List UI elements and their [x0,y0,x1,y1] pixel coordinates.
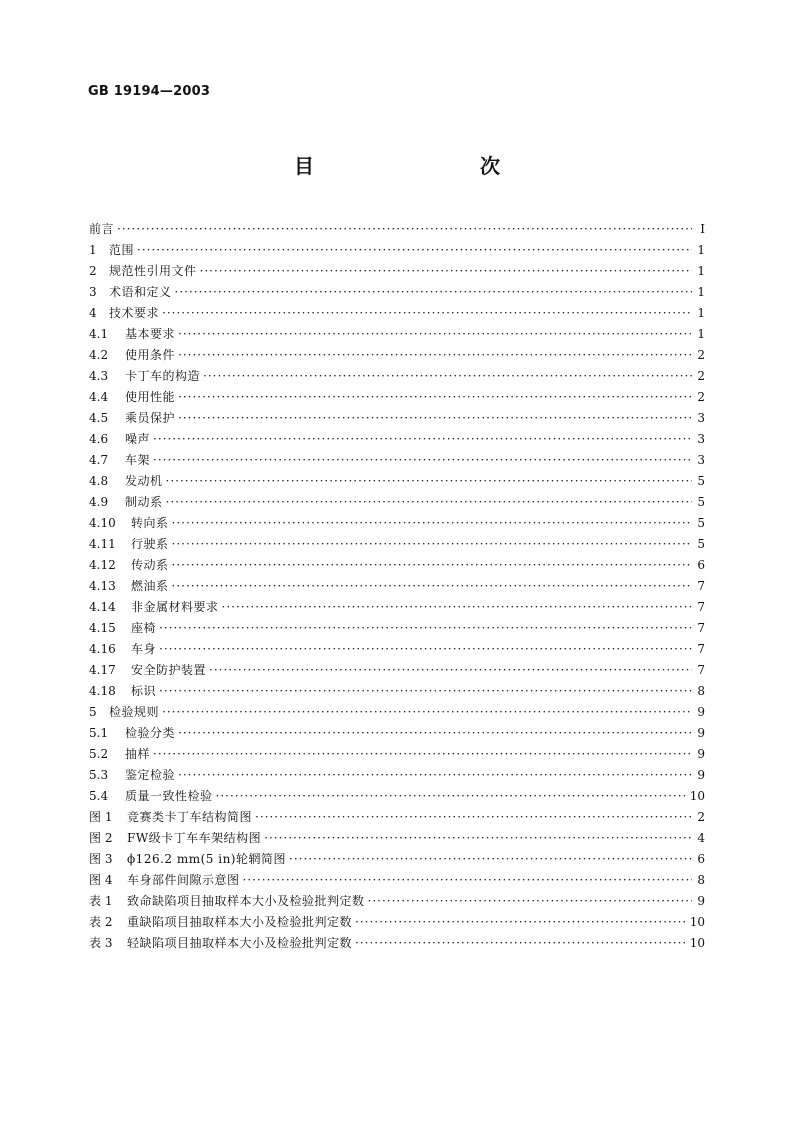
toc-entry-title: 燃油系 [131,579,169,593]
toc-entry[interactable] [89,429,705,450]
toc-entry[interactable] [89,744,705,765]
toc-entry[interactable] [89,807,705,828]
toc-entry[interactable] [89,597,705,618]
toc-leader-dots [172,555,692,576]
toc-entry[interactable] [89,513,705,534]
toc-entry[interactable] [89,492,705,513]
toc-entry-number: 表 2 [89,915,113,929]
toc-entry-page: 9 [697,705,705,719]
toc-entry-page: 5 [697,537,705,551]
toc-entry-page: 1 [697,306,705,320]
toc-entry-title: 噪声 [125,432,151,446]
toc-entry[interactable] [89,639,705,660]
toc-entry-number: 4.16 [89,642,116,656]
toc-entry-page: 8 [697,684,705,698]
toc-entry-page: 9 [697,894,705,908]
toc-entry[interactable] [89,849,705,870]
toc-entry-page: 2 [697,369,705,383]
toc-entry-number: 图 2 [89,831,113,845]
toc-entry-title: 致命缺陷项目抽取样本大小及检验批判定数 [127,894,365,908]
toc-leader-dots [153,429,692,450]
toc-entry-number: 表 1 [89,894,113,908]
toc-entry-title: 使用性能 [125,390,176,404]
toc-leader-dots [159,681,692,702]
toc-entry-number: 4.9 [89,495,109,509]
toc-entry-number: 4.18 [89,684,116,698]
toc-leader-dots [355,912,687,933]
toc-leader-dots [175,282,692,303]
toc-entry[interactable] [89,723,705,744]
toc-leader-dots [159,639,692,660]
toc-entry-page: 2 [697,810,705,824]
toc-entry-page: 6 [697,558,705,572]
toc-entry-title: FW级卡丁车车架结构图 [127,831,262,845]
toc-entry-page: 10 [689,789,705,803]
toc-entry-title: 卡丁车的构造 [125,369,201,383]
toc-leader-dots [162,702,692,723]
toc-entry-page: 9 [697,747,705,761]
toc-entry-page: 6 [697,852,705,866]
toc-leader-dots [289,849,692,870]
toc-entry-number: 4.5 [89,411,109,425]
toc-leader-dots [264,828,692,849]
toc-entry[interactable] [89,471,705,492]
toc-leader-dots [178,387,692,408]
toc-entry[interactable] [89,366,705,387]
toc-entry-number: 5 [89,705,97,719]
toc-entry-number: 5.1 [89,726,109,740]
toc-leader-dots [172,576,692,597]
toc-leader-dots [178,324,692,345]
toc-entry-number: 图 4 [89,873,113,887]
toc-entry-title: 基本要求 [125,327,176,341]
toc-leader-dots [209,660,692,681]
toc-leader-dots [117,219,692,240]
toc-entry[interactable] [89,534,705,555]
toc-entry-page: 5 [697,495,705,509]
toc-entry-number: 4 [89,306,97,320]
toc-entry-title: 传动系 [131,558,169,572]
toc-leader-dots [255,807,692,828]
toc-entry-title: 乘员保护 [125,411,176,425]
toc-entry-page: 7 [697,621,705,635]
toc-entry-page: 3 [697,453,705,467]
toc-entry-title: 安全防护装置 [131,663,207,677]
toc-entry-page: I [700,222,705,236]
toc-entry-number: 1 [89,243,97,257]
toc-entry[interactable] [89,870,705,891]
toc-entry-title: 鉴定检验 [125,768,176,782]
toc-entry-page: 7 [697,663,705,677]
toc-leader-dots [243,870,692,891]
toc-leader-dots [159,618,692,639]
toc-entry[interactable] [89,240,705,261]
toc-entry-page: 1 [697,264,705,278]
toc-entry-title: 制动系 [125,495,163,509]
toc-entry-page: 1 [697,327,705,341]
toc-entry-page: 5 [697,516,705,530]
toc-entry-number: 4.1 [89,327,109,341]
toc-entry-title: 使用条件 [125,348,176,362]
toc-entry-title: 车身部件间隙示意图 [127,873,240,887]
toc-entry-title: 抽样 [125,747,151,761]
toc-entry-title: ϕ126.2 mm(5 in)轮辋简图 [127,852,286,866]
toc-entry[interactable] [89,912,705,933]
toc-entry-page: 3 [697,411,705,425]
toc-entry-page: 8 [697,873,705,887]
table-of-contents [89,219,705,954]
toc-entry-number: 图 1 [89,810,113,824]
toc-leader-dots [216,786,687,807]
toc-entry-title: 车架 [125,453,151,467]
toc-entry-number: 4.11 [89,537,116,551]
toc-entry-number: 表 3 [89,936,113,950]
toc-leader-dots [222,597,692,618]
toc-entry[interactable] [89,786,705,807]
toc-entry[interactable] [89,303,705,324]
toc-entry-page: 1 [697,243,705,257]
toc-entry-number: 4.8 [89,474,109,488]
toc-leader-dots [153,450,692,471]
toc-entry-title: 轻缺陷项目抽取样本大小及检验批判定数 [127,936,353,950]
standard-code: GB 19194—2003 [88,84,211,99]
toc-entry-number: 2 [89,264,97,278]
toc-entry[interactable] [89,282,705,303]
toc-entry[interactable] [89,660,705,681]
toc-leader-dots [166,492,692,513]
page-title: 目 次 [294,154,542,178]
toc-entry-number: 4.12 [89,558,116,572]
toc-entry-title: 规范性引用文件 [109,264,197,278]
toc-leader-dots [178,345,692,366]
toc-entry-title: 发动机 [125,474,163,488]
toc-entry[interactable] [89,681,705,702]
toc-entry-title: 非金属材料要求 [131,600,219,614]
toc-entry-page: 7 [697,600,705,614]
toc-entry-number: 4.2 [89,348,109,362]
toc-entry-page: 1 [697,285,705,299]
toc-leader-dots [203,366,692,387]
toc-entry-number: 3 [89,285,97,299]
toc-entry[interactable] [89,324,705,345]
toc-entry-page: 7 [697,579,705,593]
toc-entry-page: 5 [697,474,705,488]
toc-entry-number: 4.6 [89,432,109,446]
toc-leader-dots [178,723,692,744]
toc-entry[interactable] [89,387,705,408]
toc-entry-number: 4.17 [89,663,116,677]
toc-leader-dots [178,408,692,429]
toc-entry[interactable] [89,828,705,849]
toc-entry[interactable] [89,450,705,471]
toc-entry[interactable] [89,891,705,912]
toc-entry-title: 标识 [131,684,157,698]
toc-entry-title: 转向系 [131,516,169,530]
toc-leader-dots [172,534,692,555]
toc-entry-title: 质量一致性检验 [125,789,213,803]
toc-entry[interactable] [89,765,705,786]
toc-entry[interactable] [89,555,705,576]
toc-entry[interactable] [89,576,705,597]
toc-entry[interactable] [89,408,705,429]
toc-leader-dots [166,471,692,492]
toc-entry[interactable] [89,618,705,639]
toc-entry-number: 4.14 [89,600,116,614]
toc-entry-page: 2 [697,390,705,404]
toc-entry-page: 9 [697,768,705,782]
toc-entry-title: 车身 [131,642,157,656]
toc-entry-number: 5.3 [89,768,109,782]
toc-entry-number: 图 3 [89,852,113,866]
toc-entry-number: 4.3 [89,369,109,383]
toc-leader-dots [137,240,692,261]
toc-leader-dots [368,891,692,912]
toc-entry-title: 术语和定义 [109,285,172,299]
toc-leader-dots [153,744,692,765]
toc-entry-title: 前言 [89,222,115,236]
toc-entry-title: 座椅 [131,621,157,635]
toc-entry[interactable] [89,219,705,240]
toc-entry[interactable] [89,702,705,723]
toc-entry-title: 检验规则 [109,705,160,719]
toc-entry-title: 范围 [109,243,135,257]
toc-entry-title: 检验分类 [125,726,176,740]
toc-entry-page: 9 [697,726,705,740]
toc-leader-dots [172,513,692,534]
toc-entry-number: 4.10 [89,516,116,530]
toc-leader-dots [162,303,692,324]
toc-entry-number: 4.7 [89,453,109,467]
toc-entry-title: 竞赛类卡丁车结构简图 [127,810,253,824]
toc-entry-page: 7 [697,642,705,656]
toc-entry-number: 4.4 [89,390,109,404]
toc-entry-number: 4.15 [89,621,116,635]
toc-entry-number: 5.4 [89,789,109,803]
toc-entry-title: 行驶系 [131,537,169,551]
toc-entry-page: 3 [697,432,705,446]
toc-leader-dots [200,261,692,282]
toc-entry-page: 2 [697,348,705,362]
toc-entry[interactable] [89,261,705,282]
toc-entry[interactable] [89,933,705,954]
toc-entry-title: 技术要求 [109,306,160,320]
toc-entry[interactable] [89,345,705,366]
toc-entry-title: 重缺陷项目抽取样本大小及检验批判定数 [127,915,353,929]
toc-entry-number: 5.2 [89,747,109,761]
toc-leader-dots [178,765,692,786]
toc-entry-number: 4.13 [89,579,116,593]
toc-leader-dots [355,933,687,954]
toc-entry-page: 10 [689,915,705,929]
toc-entry-page: 10 [689,936,705,950]
toc-entry-page: 4 [697,831,705,845]
